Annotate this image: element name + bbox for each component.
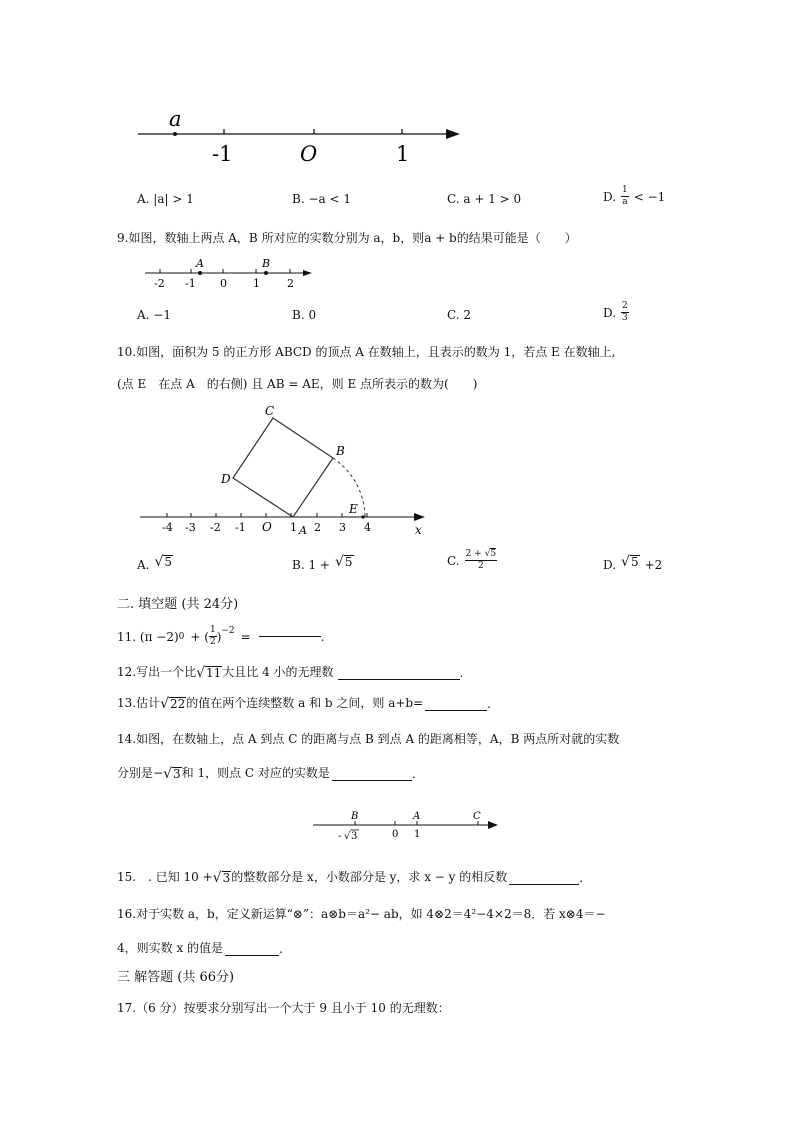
square-ABCD [233, 418, 333, 517]
section-fill-in-heading: 二. 填空题 (共 24分) [117, 597, 239, 612]
q13: 13.估计 √ 22 的值在两个连续整数 a 和 b 之间，则 a+b= . [117, 695, 491, 712]
svg-text:-3: -3 [185, 521, 196, 534]
point-B [264, 271, 268, 275]
sqrt: √ 5 [154, 554, 173, 570]
svg-text:√: √ [344, 831, 351, 842]
answer-blank[interactable] [259, 636, 321, 637]
answer-blank[interactable] [225, 955, 279, 956]
svg-text:B: B [351, 811, 359, 822]
section-solve-heading: 三 解答题 (共 66分) [117, 970, 235, 985]
answer-blank[interactable] [509, 884, 579, 885]
svg-text:D: D [221, 472, 231, 486]
number-line-figure-q8 [130, 100, 470, 170]
point-A [198, 271, 202, 275]
q10-stem-line1: 10.如图，面积为 5 的正方形 ABCD 的顶点 A 在数轴上，且表示的数为 1，若点 E 在数轴上, [117, 345, 616, 359]
svg-text:2: 2 [287, 277, 294, 290]
svg-text:A: A [299, 524, 307, 537]
sqrt: √ 5 [621, 554, 639, 570]
svg-text:3: 3 [339, 521, 346, 534]
q14-line1: 14.如图，在数轴上，点 A 到点 C 的距离与点 B 到点 A 的距离相等，A，B 两点所对就的实数 [117, 732, 620, 746]
q8-option-c: C. a + 1 > 0 [447, 192, 522, 206]
answer-blank[interactable] [332, 780, 412, 781]
q9-option-c: C. 2 [447, 308, 472, 322]
svg-text:2: 2 [314, 521, 321, 534]
label-origin: O [300, 142, 318, 166]
svg-text:B: B [336, 444, 345, 458]
svg-text:O: O [262, 520, 272, 534]
q10-option-a: A. √ 5 [137, 554, 173, 572]
sqrt: √ 5 [334, 554, 353, 570]
q14-line2: 分别是− √ 3 和 1，则点 C 对应的实数是 . [117, 765, 416, 782]
q16-line2: 4，则实数 x 的值是 . [117, 941, 283, 956]
q10-option-d: D. √ 5 +2 [603, 554, 663, 572]
q9-stem: 9.如图，数轴上两点 A，B 所对应的实数分别为 a，b，则a + b的结果可能是（ ） [117, 231, 577, 245]
number-line-figure-q14 [310, 805, 505, 845]
q17: 17.（6 分）按要求分别写出一个大于 9 且小于 10 的无理数： [117, 1001, 450, 1015]
q11: 11. (π −2) 0 + ( $\frac{1}{2}$ ) $^{-2}$ = . [117, 625, 325, 647]
svg-text:-2: -2 [210, 521, 221, 534]
q12: 12.写出一个比 √ 11 大且比 4 小的无理数 . [117, 664, 464, 681]
svg-text:4: 4 [364, 521, 371, 534]
fraction: $\frac{2}{3}$ [622, 301, 628, 323]
q8-option-b: B. −a < 1 [292, 192, 351, 206]
svg-text:B: B [262, 257, 271, 270]
label-a: a [169, 107, 182, 131]
q10-option-b: B. 1 + √ 5 [292, 554, 353, 572]
point-a [173, 132, 177, 136]
answer-blank[interactable] [425, 710, 487, 711]
q9-option-b: B. 0 [292, 308, 317, 322]
svg-text:1: 1 [253, 277, 260, 290]
svg-text:3: 3 [351, 831, 358, 842]
q8-option-a: A. |a| > 1 [137, 192, 194, 206]
svg-text:0: 0 [392, 829, 399, 840]
q8-option-d: D. $\frac{1}{a}$ < −1 [603, 185, 666, 207]
svg-text:-1: -1 [185, 277, 196, 290]
svg-text:1: 1 [414, 829, 421, 840]
q10-option-c: C. $\frac{2 + √5}{2}$ [447, 549, 497, 571]
svg-text:x: x [415, 523, 422, 537]
svg-text:-2: -2 [154, 277, 165, 290]
number-line-figure-q9 [140, 255, 320, 291]
svg-text:A: A [196, 257, 204, 270]
q9-option-d: D. $\frac{2}{3}$ [603, 301, 628, 323]
q15: 15. . 已知 10 + √ 3 的整数部分是 x，小数部分是 y，求 x − y 的相反数 . [117, 869, 584, 886]
axis-arrow [446, 129, 460, 139]
label-neg-one: -1 [212, 142, 233, 166]
q9-option-a: A. −1 [137, 308, 171, 322]
square-number-line-figure-q10 [135, 400, 435, 540]
fraction: $\frac{1}{a}$ [622, 185, 628, 207]
svg-text:E: E [349, 502, 358, 516]
svg-text:C: C [473, 811, 481, 822]
svg-text:-: - [338, 831, 342, 842]
svg-text:-4: -4 [162, 521, 173, 534]
point-E [361, 515, 364, 518]
svg-text:A: A [413, 811, 421, 822]
svg-text:0: 0 [220, 277, 227, 290]
answer-blank[interactable] [338, 679, 460, 680]
fraction: $\frac{2 + √5}{2}$ [465, 549, 497, 571]
q16-line1: 16.对于实数 a，b，定义新运算“⊗”：a⊗b＝a²− ab，如 4⊗2＝4²−4×2＝8．若 x⊗4＝− [117, 907, 606, 921]
svg-text:C: C [265, 404, 275, 418]
svg-text:1: 1 [290, 521, 297, 534]
label-one: 1 [396, 142, 410, 166]
q10-stem-line2: (点 E 在点 A 的右侧) 且 AB = AE，则 E 点所表示的数为( ) [117, 377, 478, 391]
svg-text:-1: -1 [235, 521, 246, 534]
